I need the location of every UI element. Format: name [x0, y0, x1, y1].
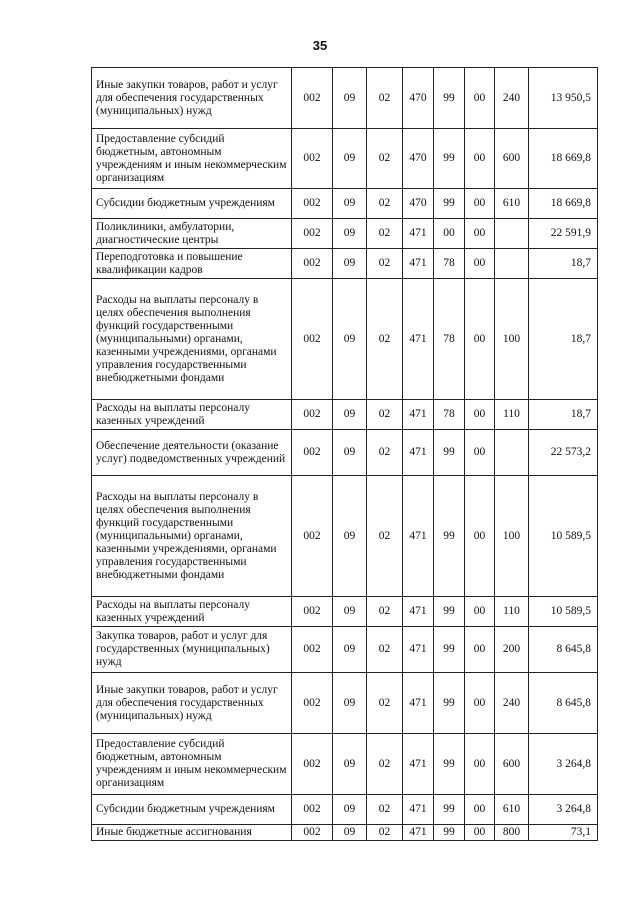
grbs-code-cell: 002 — [292, 279, 333, 400]
row-name-cell: Субсидии бюджетным учреждениям — [92, 795, 292, 825]
table-row — [92, 673, 598, 734]
expense-type-cell: 800 — [495, 825, 529, 841]
expense-type-cell: 600 — [495, 734, 529, 795]
section-code-cell: 09 — [333, 430, 367, 476]
target-article-part3-cell: 00 — [465, 627, 495, 673]
target-article-part1-cell: 471 — [403, 430, 434, 476]
amount-cell: 18 669,8 — [529, 189, 598, 219]
table-row — [92, 795, 598, 825]
amount-cell: 13 950,5 — [529, 68, 598, 129]
target-article-part1-cell: 471 — [403, 249, 434, 279]
target-article-part1-cell: 471 — [403, 597, 434, 627]
amount-cell: 3 264,8 — [529, 795, 598, 825]
target-article-part2-cell: 78 — [434, 249, 465, 279]
section-code-cell: 09 — [333, 279, 367, 400]
target-article-part1-cell: 471 — [403, 673, 434, 734]
row-name-cell: Поликлиники, амбулатории, диагностические центры — [92, 219, 292, 249]
target-article-part3-cell: 00 — [465, 249, 495, 279]
target-article-part2-cell: 99 — [434, 825, 465, 841]
subsection-code-cell: 02 — [367, 68, 403, 129]
grbs-code-cell: 002 — [292, 795, 333, 825]
target-article-part3-cell: 00 — [465, 795, 495, 825]
target-article-part3-cell: 00 — [465, 400, 495, 430]
section-code-cell: 09 — [333, 219, 367, 249]
target-article-part2-cell: 99 — [434, 597, 465, 627]
subsection-code-cell: 02 — [367, 734, 403, 795]
table-row — [92, 430, 598, 476]
page-number: 35 — [312, 38, 328, 53]
row-name-cell: Переподготовка и повышение квалификации кадров — [92, 249, 292, 279]
expense-type-cell: 600 — [495, 129, 529, 189]
target-article-part2-cell: 99 — [434, 627, 465, 673]
section-code-cell: 09 — [333, 627, 367, 673]
section-code-cell: 09 — [333, 734, 367, 795]
row-name-cell: Расходы на выплаты персоналу в целях обеспечения выполнения функций государственными (муниципальными) органами, казенными учреждениями, органами управления государственными внебюджетными фондами — [92, 476, 292, 597]
expense-type-cell: 110 — [495, 597, 529, 627]
subsection-code-cell: 02 — [367, 795, 403, 825]
target-article-part2-cell: 78 — [434, 279, 465, 400]
grbs-code-cell: 002 — [292, 68, 333, 129]
section-code-cell: 09 — [333, 189, 367, 219]
row-name-cell: Обеспечение деятельности (оказание услуг) подведомственных учреждений — [92, 430, 292, 476]
section-code-cell: 09 — [333, 597, 367, 627]
section-code-cell: 09 — [333, 673, 367, 734]
row-name-cell: Расходы на выплаты персоналу в целях обеспечения выполнения функций государственными (муниципальными) органами, казенными учреждениями, органами управления государственными внебюджетными фондами — [92, 279, 292, 400]
amount-cell: 8 645,8 — [529, 673, 598, 734]
grbs-code-cell: 002 — [292, 249, 333, 279]
amount-cell: 18,7 — [529, 400, 598, 430]
grbs-code-cell: 002 — [292, 597, 333, 627]
amount-cell: 73,1 — [529, 825, 598, 841]
target-article-part1-cell: 471 — [403, 627, 434, 673]
grbs-code-cell: 002 — [292, 627, 333, 673]
table-row — [92, 734, 598, 795]
subsection-code-cell: 02 — [367, 400, 403, 430]
target-article-part2-cell: 00 — [434, 219, 465, 249]
row-name-cell: Закупка товаров, работ и услуг для государственных (муниципальных) нужд — [92, 627, 292, 673]
row-name-cell: Иные закупки товаров, работ и услуг для обеспечения государственных (муниципальных) нужд — [92, 68, 292, 129]
subsection-code-cell: 02 — [367, 189, 403, 219]
target-article-part3-cell: 00 — [465, 219, 495, 249]
target-article-part2-cell: 99 — [434, 129, 465, 189]
target-article-part2-cell: 78 — [434, 400, 465, 430]
target-article-part2-cell: 99 — [434, 430, 465, 476]
target-article-part1-cell: 471 — [403, 795, 434, 825]
expense-type-cell — [495, 430, 529, 476]
subsection-code-cell: 02 — [367, 129, 403, 189]
subsection-code-cell: 02 — [367, 249, 403, 279]
target-article-part2-cell: 99 — [434, 673, 465, 734]
table-row — [92, 627, 598, 673]
amount-cell: 18,7 — [529, 279, 598, 400]
section-code-cell: 09 — [333, 249, 367, 279]
grbs-code-cell: 002 — [292, 219, 333, 249]
row-name-cell: Расходы на выплаты персоналу казенных учреждений — [92, 597, 292, 627]
subsection-code-cell: 02 — [367, 825, 403, 841]
target-article-part1-cell: 471 — [403, 219, 434, 249]
table-row — [92, 219, 598, 249]
target-article-part1-cell: 471 — [403, 476, 434, 597]
section-code-cell: 09 — [333, 825, 367, 841]
expense-type-cell: 100 — [495, 476, 529, 597]
target-article-part1-cell: 470 — [403, 68, 434, 129]
target-article-part2-cell: 99 — [434, 476, 465, 597]
section-code-cell: 09 — [333, 476, 367, 597]
amount-cell: 8 645,8 — [529, 627, 598, 673]
target-article-part3-cell: 00 — [465, 734, 495, 795]
table-row — [92, 825, 598, 841]
table-row — [92, 279, 598, 400]
target-article-part1-cell: 471 — [403, 734, 434, 795]
target-article-part3-cell: 00 — [465, 476, 495, 597]
expense-type-cell — [495, 249, 529, 279]
target-article-part2-cell: 99 — [434, 734, 465, 795]
table-row — [92, 597, 598, 627]
amount-cell: 22 573,2 — [529, 430, 598, 476]
table-row — [92, 189, 598, 219]
expense-type-cell: 200 — [495, 627, 529, 673]
row-name-cell: Расходы на выплаты персоналу казенных учреждений — [92, 400, 292, 430]
amount-cell: 10 589,5 — [529, 476, 598, 597]
expense-type-cell: 240 — [495, 68, 529, 129]
subsection-code-cell: 02 — [367, 430, 403, 476]
expense-type-cell: 610 — [495, 795, 529, 825]
grbs-code-cell: 002 — [292, 400, 333, 430]
target-article-part3-cell: 00 — [465, 129, 495, 189]
amount-cell: 18 669,8 — [529, 129, 598, 189]
subsection-code-cell: 02 — [367, 476, 403, 597]
row-name-cell: Иные закупки товаров, работ и услуг для обеспечения государственных (муниципальных) нужд — [92, 673, 292, 734]
row-name-cell: Предоставление субсидий бюджетным, автономным учреждениям и иным некоммерческим организациям — [92, 734, 292, 795]
table-row — [92, 129, 598, 189]
table-row — [92, 400, 598, 430]
target-article-part3-cell: 00 — [465, 68, 495, 129]
grbs-code-cell: 002 — [292, 476, 333, 597]
target-article-part3-cell: 00 — [465, 825, 495, 841]
target-article-part1-cell: 470 — [403, 189, 434, 219]
table-row — [92, 68, 598, 129]
row-name-cell: Иные бюджетные ассигнования — [92, 825, 292, 841]
subsection-code-cell: 02 — [367, 279, 403, 400]
subsection-code-cell: 02 — [367, 627, 403, 673]
target-article-part2-cell: 99 — [434, 795, 465, 825]
grbs-code-cell: 002 — [292, 825, 333, 841]
target-article-part3-cell: 00 — [465, 279, 495, 400]
subsection-code-cell: 02 — [367, 219, 403, 249]
amount-cell: 18,7 — [529, 249, 598, 279]
expense-type-cell: 240 — [495, 673, 529, 734]
table-body — [92, 68, 598, 841]
amount-cell: 3 264,8 — [529, 734, 598, 795]
table-row — [92, 476, 598, 597]
target-article-part1-cell: 471 — [403, 825, 434, 841]
expense-type-cell: 100 — [495, 279, 529, 400]
grbs-code-cell: 002 — [292, 189, 333, 219]
target-article-part3-cell: 00 — [465, 597, 495, 627]
subsection-code-cell: 02 — [367, 597, 403, 627]
section-code-cell: 09 — [333, 68, 367, 129]
expense-type-cell: 610 — [495, 189, 529, 219]
target-article-part1-cell: 471 — [403, 400, 434, 430]
target-article-part2-cell: 99 — [434, 189, 465, 219]
subsection-code-cell: 02 — [367, 673, 403, 734]
target-article-part3-cell: 00 — [465, 673, 495, 734]
amount-cell: 10 589,5 — [529, 597, 598, 627]
target-article-part1-cell: 471 — [403, 279, 434, 400]
section-code-cell: 09 — [333, 795, 367, 825]
section-code-cell: 09 — [333, 129, 367, 189]
row-name-cell: Субсидии бюджетным учреждениям — [92, 189, 292, 219]
grbs-code-cell: 002 — [292, 430, 333, 476]
expense-type-cell — [495, 219, 529, 249]
grbs-code-cell: 002 — [292, 734, 333, 795]
section-code-cell: 09 — [333, 400, 367, 430]
table-row — [92, 249, 598, 279]
target-article-part1-cell: 470 — [403, 129, 434, 189]
target-article-part2-cell: 99 — [434, 68, 465, 129]
row-name-cell: Предоставление субсидий бюджетным, автономным учреждениям и иным некоммерческим организациям — [92, 129, 292, 189]
target-article-part3-cell: 00 — [465, 430, 495, 476]
expense-type-cell: 110 — [495, 400, 529, 430]
target-article-part3-cell: 00 — [465, 189, 495, 219]
grbs-code-cell: 002 — [292, 129, 333, 189]
grbs-code-cell: 002 — [292, 673, 333, 734]
amount-cell: 22 591,9 — [529, 219, 598, 249]
budget-table — [91, 67, 598, 841]
